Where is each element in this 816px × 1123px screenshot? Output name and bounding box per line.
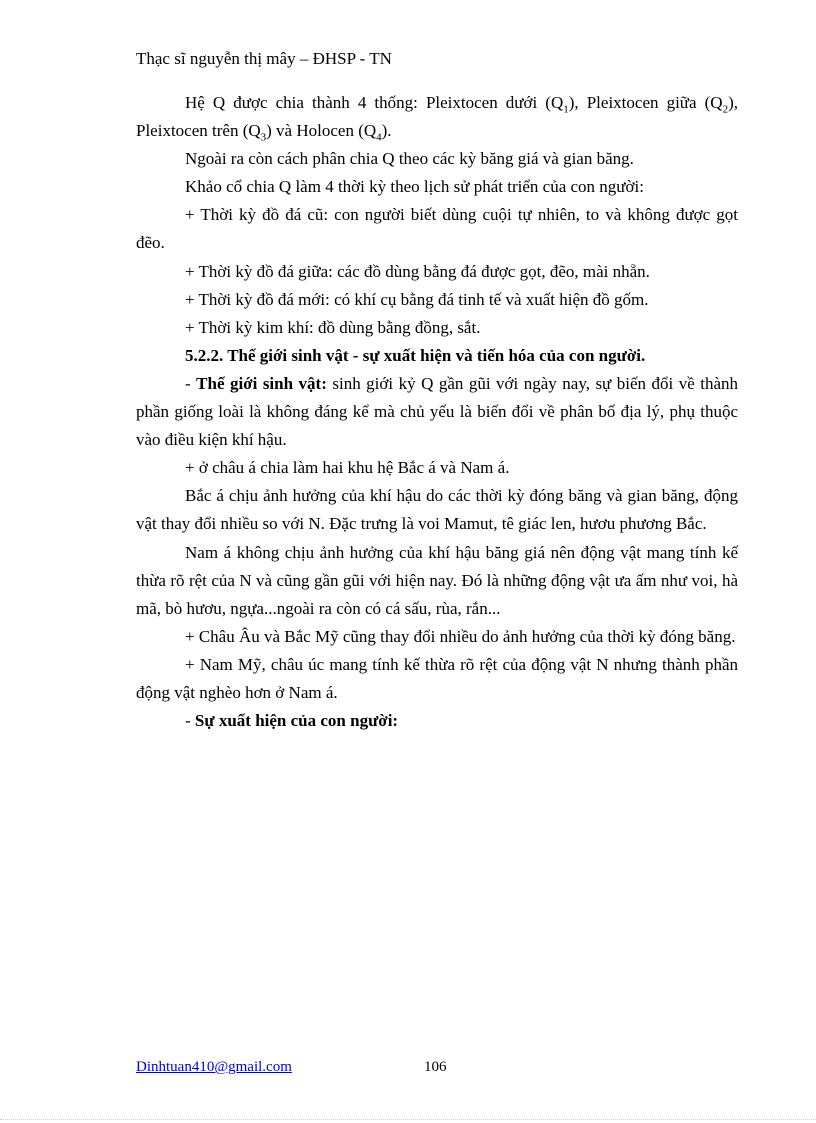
- paragraph-q-subdivision: Hệ Q được chia thành 4 thống: Pleixtocen dưới $(Q_1)$, Pleixtocen giữa $(Q_2)$, Pleixtocen trên $(Q_3)$ và Holocen $(Q_4)$.: [136, 93, 738, 144]
- paragraph: Ngoài ra còn cách phân chia Q theo các kỳ băng giá và gian băng.: [185, 149, 634, 169]
- list-item: + Thời kỳ kim khí: đồ dùng bằng đồng, sắt.: [185, 317, 481, 337]
- list-item: + ở châu á chia làm hai khu hệ Bắc á và Nam á.: [185, 458, 510, 478]
- subheading: - Sự xuất hiện của con người:: [185, 711, 399, 731]
- page-footer: [136, 1057, 738, 1079]
- email-link[interactable]: Dinhtuan410@gmail.com: [136, 1059, 292, 1075]
- page-header: Thạc sĩ nguyễn thị mây – ĐHSP - TN: [136, 49, 392, 68]
- section-heading: 5.2.2. Thế giới sinh vật - sự xuất hiện và tiến hóa của con người.: [185, 345, 646, 365]
- page-bottom-border: [0, 1119, 816, 1120]
- list-item: + Thời kỳ đồ đá mới: có khí cụ bằng đá tinh tế và xuất hiện đồ gốm.: [185, 289, 649, 309]
- list-item: + Châu Âu và Bắc Mỹ cũng thay đổi nhiều do ảnh hưởng của thời kỳ đóng băng.: [185, 626, 736, 646]
- list-item: + Nam Mỹ, châu úc mang tính kế thừa rõ rệt của động vật N nhưng thành phần động vật nghèo hơn ở Nam á.: [136, 654, 738, 702]
- body-text: [136, 89, 738, 735]
- paragraph: Khảo cổ chia Q làm 4 thời kỳ theo lịch sử phát triển của con người:: [185, 177, 644, 197]
- list-item: + Thời kỳ đồ đá cũ: con người biết dùng cuội tự nhiên, to và không được gọt đẽo.: [136, 205, 738, 253]
- paragraph: - Thế giới sinh vật: sinh giới kỷ Q gần gũi với ngày nay, sự biến đổi về thành phần giống loài là không đáng kể mà chủ yếu là biến đổi về phân bố địa lý, phụ thuộc vào điều kiện khí hậu.: [136, 373, 739, 450]
- page-number: 106: [424, 1059, 447, 1075]
- list-item: + Thời kỳ đồ đá giữa: các đồ dùng bằng đá được gọt, đẽo, mài nhẵn.: [185, 261, 650, 281]
- paragraph: Bắc á chịu ảnh hưởng của khí hậu do các thời kỳ đóng băng và gian băng, động vật thay đổi nhiều so với N. Đặc trưng là voi Mamut, tê giác len, hươu phương Bắc.: [136, 486, 738, 534]
- paragraph: Nam á không chịu ảnh hưởng của khí hậu băng giá nên động vật mang tính kế thừa rõ rệt của N và cũng gần gũi với hiện nay. Đó là những động vật ưa ấm như voi, hà mã, bò hươu, ngựa...ngoài ra còn có cá sấu, rùa, rắn...: [136, 542, 738, 618]
